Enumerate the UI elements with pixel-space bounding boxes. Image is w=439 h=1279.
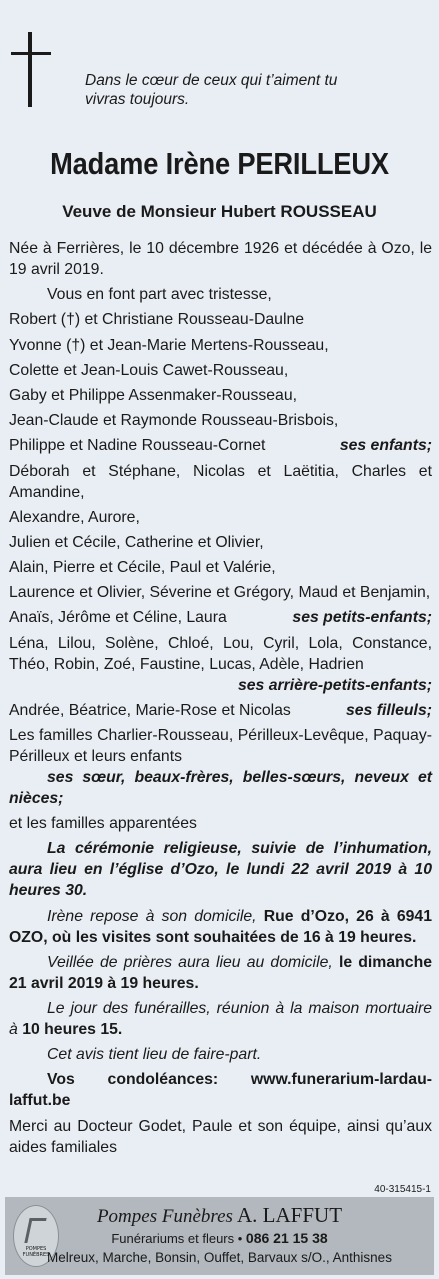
- ceremony: La cérémonie religieuse, suivie de l’inhumation, aura lieu en l’église d’Ozo, le lundi 22 avril 2019 à 10 heures 30.: [9, 840, 432, 900]
- widow-line: Veuve de Monsieur Hubert ROUSSEAU: [62, 202, 377, 221]
- godchildren-label: ses filleuls;: [345, 701, 432, 719]
- families-label: ses sœur, beaux-frères, belles-sœurs, neveux et nièces;: [9, 769, 432, 807]
- footer-title: Pompes Funèbres A. LAFFUT: [96, 1203, 343, 1227]
- verse: Dans le cœur de ceux qui t’aiment tu vivras toujours.: [85, 72, 338, 108]
- thanks: Merci au Docteur Godet, Paule et son équipe, ainsi qu’aux aides familiales: [9, 1117, 432, 1156]
- vigil-info: Veillée de prières aura lieu au domicile, le dimanche 21 avril 2019 à 19 heures.: [9, 953, 433, 992]
- child-item: Colette et Jean-Louis Cawet-Rousseau,: [9, 361, 289, 379]
- great-grandchildren: Léna, Lilou, Solène, Chloé, Lou, Cyril, Lola, Constance, Théo, Robin, Zoé, Faustine, Lucas, Adèle, Hadrien: [9, 634, 432, 673]
- funeral-info: Le jour des funérailles, réunion à la maison mortuaire à 10 heures 15.: [9, 999, 432, 1038]
- notice: Cet avis tient lieu de faire-part.: [47, 1046, 262, 1064]
- related-families: et les familles apparentées: [9, 815, 197, 833]
- children-row: [9, 435, 432, 456]
- grandchild-item: Laurence et Olivier, Séverine et Grégory, Maud et Benjamin,: [9, 584, 431, 602]
- announce: Vous en font part avec tristesse,: [47, 286, 272, 304]
- child-item: Gaby et Philippe Assenmaker-Rousseau,: [9, 386, 298, 404]
- child-item: Robert (†) et Christiane Rousseau-Daulne: [9, 311, 305, 329]
- child-item: Jean-Claude et Raymonde Rousseau-Brisbois,: [9, 412, 339, 430]
- families: Les familles Charlier-Rousseau, Périlleux-Levêque, Paquay-Périlleux et leurs enfants: [9, 727, 432, 765]
- grandchildren-row: [9, 607, 432, 628]
- children-label: ses enfants;: [339, 437, 432, 455]
- grandchildren-label: ses petits-enfants;: [292, 609, 432, 627]
- grandchild-item: Alexandre, Aurore,: [9, 508, 140, 526]
- grandchild-item: Déborah et Stéphane, Nicolas et Laëtitia, Charles et Amandine,: [9, 462, 432, 501]
- reference-number: 40-315415-1: [374, 1184, 431, 1195]
- godchildren: Andrée, Béatrice, Marie-Rose et Nicolas: [9, 701, 291, 719]
- grandchild-item: Anaïs, Jérôme et Céline, Laura: [9, 609, 227, 627]
- footer-locations: Melreux, Marche, Bonsin, Ouffet, Barvaux s/O., Anthisnes: [47, 1250, 392, 1265]
- godchildren-row: [9, 700, 432, 721]
- child-item: Yvonne (†) et Jean-Marie Mertens-Rousseau,: [9, 336, 329, 354]
- deceased-name: Madame Irène PERILLEUX: [50, 146, 389, 181]
- great-grandchildren-label: ses arrière-petits-enfants;: [237, 676, 432, 694]
- birth-death: Née à Ferrières, le 10 décembre 1926 et décédée à Ozo, le 19 avril 2019.: [9, 240, 432, 278]
- grandchild-item: Julien et Cécile, Catherine et Olivier,: [9, 533, 264, 551]
- grandchild-item: Alain, Pierre et Cécile, Paul et Valérie,: [9, 559, 276, 577]
- cross-icon: [11, 32, 51, 107]
- condolences: Vos condoléances: www.funerarium-lardau-laffut.be: [9, 1071, 432, 1110]
- funeral-home-logo-icon: POMPES FUNÈBRES: [13, 1205, 59, 1267]
- rest-info: Irène repose à son domicile, Rue d’Ozo, 26 à 6941 OZO, où les visites sont souhaitées de 16 à 19 heures.: [9, 907, 432, 946]
- footer-contact: Funérariums et fleurs • 086 21 15 38: [111, 1230, 328, 1246]
- obituary-body: [9, 238, 432, 1162]
- child-item: Philippe et Nadine Rousseau-Cornet: [9, 437, 266, 455]
- funeral-home-footer: [5, 1197, 434, 1275]
